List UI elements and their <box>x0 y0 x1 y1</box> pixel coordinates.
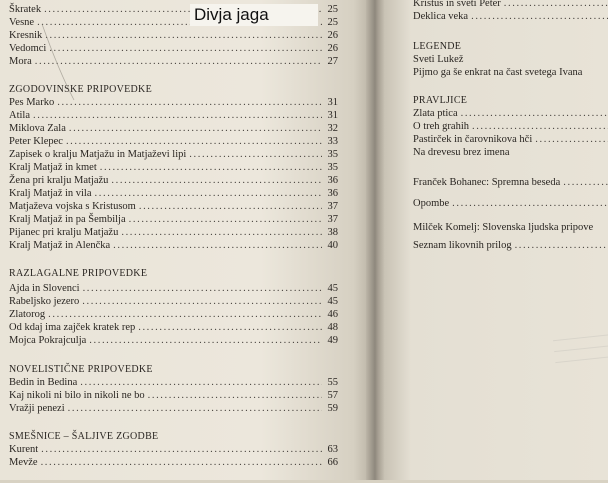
toc-entry-title: Kralj Matjaž in pa Šembilja <box>9 214 126 225</box>
toc-entry-title: Matjaževa vojska s Kristusom <box>9 201 136 212</box>
toc-entry-page: 66 <box>327 457 338 468</box>
toc-entry-page: 37 <box>327 201 338 212</box>
toc-entry[interactable] <box>413 198 608 210</box>
dot-leader <box>504 0 608 10</box>
toc-entry-page: 45 <box>327 296 338 307</box>
toc-entry[interactable] <box>9 123 338 135</box>
toc-entry-title: Deklica veka <box>413 11 469 22</box>
toc-entry-title: Zlatorog <box>9 309 46 320</box>
toc-entry-title: Zlata ptica <box>413 108 458 119</box>
toc-entry-page: 48 <box>327 322 338 333</box>
toc-entry[interactable] <box>413 134 608 146</box>
dot-leader <box>189 149 322 161</box>
toc-entry[interactable] <box>9 309 338 321</box>
toc-entry[interactable] <box>9 136 338 148</box>
toc-entry[interactable] <box>9 214 338 226</box>
book-gutter <box>366 0 386 480</box>
dot-leader <box>48 309 322 321</box>
toc-entry-title: Kaj nikoli ni bilo in nikoli ne bo <box>9 390 145 401</box>
section-heading: NOVELISTIČNE PRIPOVEDKE <box>9 364 153 375</box>
dot-leader <box>515 240 608 252</box>
toc-entry-title: O treh grahih <box>413 121 469 132</box>
dot-leader <box>121 227 322 239</box>
dot-leader <box>461 108 608 120</box>
toc-entry-page: 45 <box>327 283 338 294</box>
toc-entry[interactable] <box>413 0 608 10</box>
toc-entry-page: 26 <box>327 43 338 54</box>
toc-entry-title: Atila <box>9 110 30 121</box>
toc-entry-page: 27 <box>327 56 338 67</box>
dot-leader <box>80 377 322 389</box>
toc-entry[interactable] <box>9 377 338 389</box>
section-heading: PRAVLJICE <box>413 95 468 106</box>
toc-entry-title: Vedomci <box>9 43 47 54</box>
toc-entry-title: Kralj Matjaž in kmet <box>9 162 97 173</box>
dot-leader <box>82 296 322 308</box>
toc-entry[interactable] <box>413 177 608 189</box>
dot-leader <box>83 283 322 295</box>
toc-entry[interactable] <box>9 283 338 295</box>
dot-leader <box>49 43 322 55</box>
dot-leader <box>41 444 322 456</box>
toc-entry-title: Rabeljsko jezero <box>9 296 80 307</box>
toc-entry[interactable] <box>9 188 338 200</box>
overlay-label: Divja jaga <box>190 4 318 26</box>
toc-entry-page: 25 <box>327 4 338 15</box>
toc-entry-page: 33 <box>327 136 338 147</box>
toc-entry[interactable] <box>9 162 338 174</box>
toc-entry-page: 35 <box>327 162 338 173</box>
toc-entry[interactable] <box>9 149 338 161</box>
toc-entry-page: 32 <box>327 123 338 134</box>
toc-entry[interactable] <box>413 121 608 133</box>
toc-entry-page: 31 <box>327 110 338 121</box>
toc-entry-page: 63 <box>327 444 338 455</box>
toc-entry-title: Kresnik <box>9 30 43 41</box>
toc-entry-page: 36 <box>327 188 338 199</box>
toc-entry-page: 59 <box>327 403 338 414</box>
toc-entry-title: Pijanec pri kralju Matjažu <box>9 227 119 238</box>
toc-entry-title: Kurent <box>9 444 39 455</box>
toc-entry-page: 40 <box>327 240 338 251</box>
dot-leader <box>66 136 322 148</box>
dot-leader <box>89 335 322 347</box>
toc-entry-page: 25 <box>327 17 338 28</box>
toc-entry-title: Žena pri kralju Matjažu <box>9 175 109 186</box>
toc-entry[interactable] <box>9 457 338 469</box>
toc-entry-title: Kralj Matjaž in Alenčka <box>9 240 111 251</box>
dot-leader <box>69 123 322 135</box>
dot-leader <box>129 214 322 226</box>
toc-entry[interactable] <box>413 108 608 120</box>
toc-entry-title: Kralj Matjaž in vila <box>9 188 92 199</box>
dot-leader <box>563 177 608 189</box>
toc-entry[interactable] <box>9 335 338 347</box>
toc-entry-title: Mevže <box>9 457 38 468</box>
toc-entry-title: Franček Bohanec: Spremna beseda <box>413 177 561 188</box>
toc-entry-title: Miklova Zala <box>9 123 66 134</box>
section-heading: SMEŠNICE – ŠALJIVE ZGODBE <box>9 431 159 442</box>
toc-entry-title: Vesne <box>9 17 35 28</box>
dot-leader <box>111 175 322 187</box>
toc-entry-title: Zapisek o kralju Matjažu in Matjaževi lipi <box>9 149 187 160</box>
toc-entry[interactable] <box>9 322 338 334</box>
toc-entry-page: 49 <box>327 335 338 346</box>
toc-entry[interactable] <box>9 240 338 252</box>
toc-entry[interactable] <box>9 444 338 456</box>
section-heading: RAZLAGALNE PRIPOVEDKE <box>9 268 148 279</box>
toc-entry-title: Mora <box>9 56 32 67</box>
dot-leader <box>45 30 322 42</box>
toc-entry-page: 37 <box>327 214 338 225</box>
toc-entry-title: Od kdaj ima zajček kratek rep <box>9 322 136 333</box>
dot-leader <box>471 11 608 23</box>
toc-entry-page: 36 <box>327 175 338 186</box>
toc-entry-title[interactable]: Pijmo ga še enkrat na čast svetega Ivana <box>413 67 583 78</box>
dot-leader <box>535 134 608 146</box>
toc-entry-page: 57 <box>327 390 338 401</box>
dot-leader <box>68 403 322 415</box>
toc-entry-title: Škratek <box>9 4 42 15</box>
toc-entry[interactable] <box>9 296 338 308</box>
toc-entry-title: Pastirček in čarovnikova hči <box>413 134 533 145</box>
toc-entry[interactable] <box>9 403 338 415</box>
toc-entry[interactable] <box>9 201 338 213</box>
toc-entry[interactable] <box>9 175 338 187</box>
toc-entry-title[interactable]: Na drevesu brez imena <box>413 147 510 158</box>
dot-leader <box>148 390 322 402</box>
toc-entry-title: Bedin in Bedina <box>9 377 78 388</box>
toc-entry-page: 38 <box>327 227 338 238</box>
dot-leader <box>113 240 322 252</box>
dot-leader <box>41 457 322 469</box>
toc-entry-title[interactable]: Milček Komelj: Slovenska ljudska pripove <box>413 222 594 233</box>
toc-entry-title: Kristus in sveti Peter <box>413 0 501 9</box>
toc-entry-title: Opombe <box>413 198 450 209</box>
section-heading: LEGENDE <box>413 41 462 52</box>
dot-leader <box>95 188 322 200</box>
toc-entry[interactable] <box>9 390 338 402</box>
toc-entry-page: 26 <box>327 30 338 41</box>
section-heading: ZGODOVINSKE PRIPOVEDKE <box>9 84 152 95</box>
toc-entry-title: Mojca Pokrajculja <box>9 335 87 346</box>
dot-leader <box>138 322 322 334</box>
toc-entry[interactable] <box>9 227 338 239</box>
dot-leader <box>57 97 322 109</box>
dot-leader <box>33 110 322 122</box>
toc-entry[interactable] <box>9 110 338 122</box>
dot-leader <box>472 121 608 133</box>
toc-entry-page: 35 <box>327 149 338 160</box>
toc-entry-page: 46 <box>327 309 338 320</box>
toc-entry-title: Pes Marko <box>9 97 55 108</box>
dot-leader <box>100 162 322 174</box>
toc-entry-title: Ajda in Slovenci <box>9 283 80 294</box>
toc-entry[interactable] <box>413 11 608 23</box>
toc-entry-title: Peter Klepec <box>9 136 63 147</box>
toc-entry-title[interactable]: Sveti Lukež <box>413 54 464 65</box>
toc-entry-page: 31 <box>327 97 338 108</box>
toc-entry-page: 55 <box>327 377 338 388</box>
toc-entry-title: Seznam likovnih prilog <box>413 240 512 251</box>
dot-leader <box>452 198 608 210</box>
toc-entry-title: Vražji penezi <box>9 403 65 414</box>
dot-leader <box>139 201 322 213</box>
toc-entry[interactable] <box>413 240 608 252</box>
pencil-mark <box>40 22 80 102</box>
